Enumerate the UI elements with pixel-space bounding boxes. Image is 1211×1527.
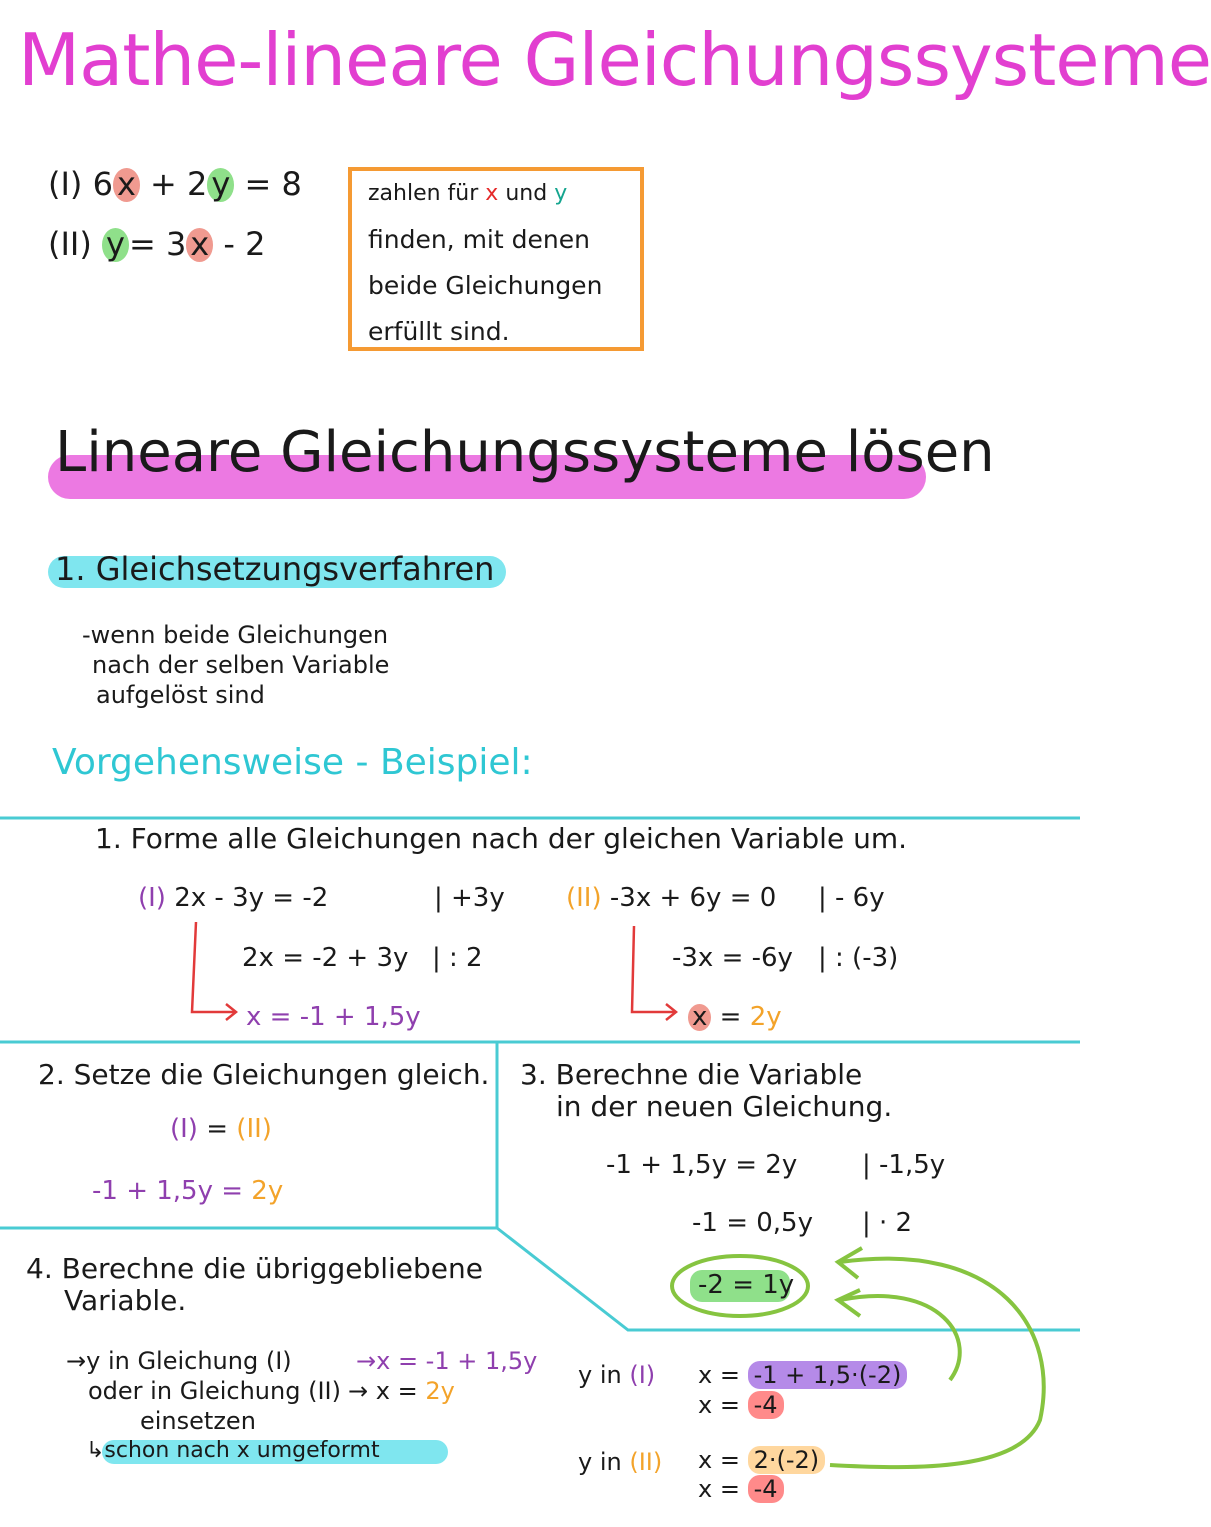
text: x =: [698, 1391, 740, 1419]
eq-label: (II): [48, 225, 92, 263]
eq-label: (I): [138, 883, 166, 913]
operator: +: [150, 165, 177, 203]
x-label: x: [485, 181, 499, 206]
result2-line2: [698, 1474, 784, 1504]
step3-result: -2 = 1y: [698, 1270, 795, 1300]
step1-eqII-result: [688, 1002, 782, 1032]
result1-line1: [698, 1360, 907, 1390]
eq-label: (I): [170, 1114, 198, 1144]
expression: 2·(-2): [748, 1446, 826, 1474]
value: 2y: [749, 1002, 782, 1032]
text: → x =: [348, 1377, 418, 1405]
x-variable: x: [113, 168, 140, 202]
right-side: 2y: [251, 1176, 284, 1206]
section-heading: Lineare Gleichungssysteme lösen: [55, 420, 995, 485]
step1-eqI: [138, 883, 328, 913]
goal-line-3: beide Gleichungen: [368, 271, 603, 300]
equals: =: [719, 1002, 742, 1032]
step4-title-1: 4. Berechne die übriggebliebene: [26, 1252, 483, 1285]
x-variable: x: [186, 228, 213, 262]
equation: 2x - 3y = -2: [174, 883, 329, 913]
step1-title: 1. Forme alle Gleichungen nach der gleichen Variable um.: [95, 822, 907, 855]
step3-op-2: | · 2: [862, 1208, 913, 1238]
step4-text-4: ↳schon nach x umgeformt: [86, 1438, 380, 1463]
text: x =: [698, 1475, 740, 1503]
step3-line-2: -1 = 0,5y: [692, 1208, 813, 1238]
step1-eqII: [566, 883, 776, 913]
text: zahlen für: [368, 181, 479, 206]
step4-text-2-right: [348, 1376, 455, 1406]
condition-line-2: nach der selben Variable: [92, 651, 390, 679]
goal-line-2: finden, mit denen: [368, 225, 590, 254]
step1-eqII-op2: | : (-3): [818, 943, 899, 973]
eq-label: (II): [629, 1448, 663, 1476]
left-side: -1 + 1,5y =: [92, 1176, 244, 1206]
step1-eqI-op: | +3y: [434, 883, 505, 913]
y-variable: y: [102, 228, 129, 262]
rhs: = 8: [244, 165, 302, 203]
result2-line1: [698, 1445, 825, 1475]
expression: -1 + 1,5·(-2): [748, 1361, 908, 1389]
text: x =: [698, 1446, 740, 1474]
step3-line-1: -1 + 1,5y = 2y: [606, 1150, 798, 1180]
value: -4: [748, 1391, 784, 1419]
text: y in: [578, 1448, 622, 1476]
condition-line-3: aufgelöst sind: [96, 681, 265, 709]
method-heading: 1. Gleichsetzungsverfahren: [55, 550, 495, 588]
y-variable: y: [207, 168, 234, 202]
step4-text-1-right: →x = -1 + 1,5y: [356, 1347, 538, 1375]
eq-label: (II): [566, 883, 602, 913]
step4-text-2: oder in Gleichung (II): [88, 1377, 341, 1405]
text: x =: [698, 1361, 740, 1389]
text: y in: [578, 1361, 622, 1389]
eq-label: (I): [629, 1361, 656, 1389]
result1-label: [578, 1360, 655, 1390]
example-heading: Vorgehensweise - Beispiel:: [52, 742, 533, 783]
step1-eqII-line2: -3x = -6y: [672, 943, 793, 973]
step3-op-1: | -1,5y: [862, 1150, 946, 1180]
rhs: - 2: [223, 225, 266, 263]
eq-label: (I): [48, 165, 83, 203]
step2-relation: [170, 1114, 272, 1144]
equals: = 3: [128, 225, 187, 263]
step4-title-2: Variable.: [64, 1284, 187, 1317]
result2-label: [578, 1447, 662, 1477]
step2-title: 2. Setze die Gleichungen gleich.: [38, 1058, 490, 1091]
value: 2y: [425, 1377, 455, 1405]
result1-line2: [698, 1390, 784, 1420]
step1-eqI-op2: | : 2: [432, 943, 483, 973]
y-label: y: [554, 181, 568, 206]
goal-line-4: erfüllt sind.: [368, 317, 510, 346]
step3-title-2: in der neuen Gleichung.: [556, 1090, 893, 1123]
step1-eqI-result: x = -1 + 1,5y: [246, 1002, 421, 1032]
step4-text-1: →y in Gleichung (I): [66, 1347, 292, 1375]
step4-text-3: einsetzen: [140, 1407, 256, 1435]
step1-eqII-op: | - 6y: [818, 883, 885, 913]
x-variable: x: [688, 1004, 711, 1031]
equation: -3x + 6y = 0: [609, 883, 777, 913]
value: -4: [748, 1475, 784, 1503]
text: und: [505, 181, 548, 206]
step3-title-1: 3. Berechne die Variable: [520, 1058, 863, 1091]
eq-label: (II): [236, 1114, 272, 1144]
step2-equation: [92, 1176, 283, 1206]
coefficient: 2: [187, 165, 208, 203]
equals: =: [206, 1114, 229, 1144]
condition-line-1: -wenn beide Gleichungen: [82, 621, 389, 649]
step1-eqI-line2: 2x = -2 + 3y: [242, 943, 409, 973]
coefficient: 6: [92, 165, 113, 203]
page-title: Mathe-lineare Gleichungssysteme: [18, 18, 1211, 102]
